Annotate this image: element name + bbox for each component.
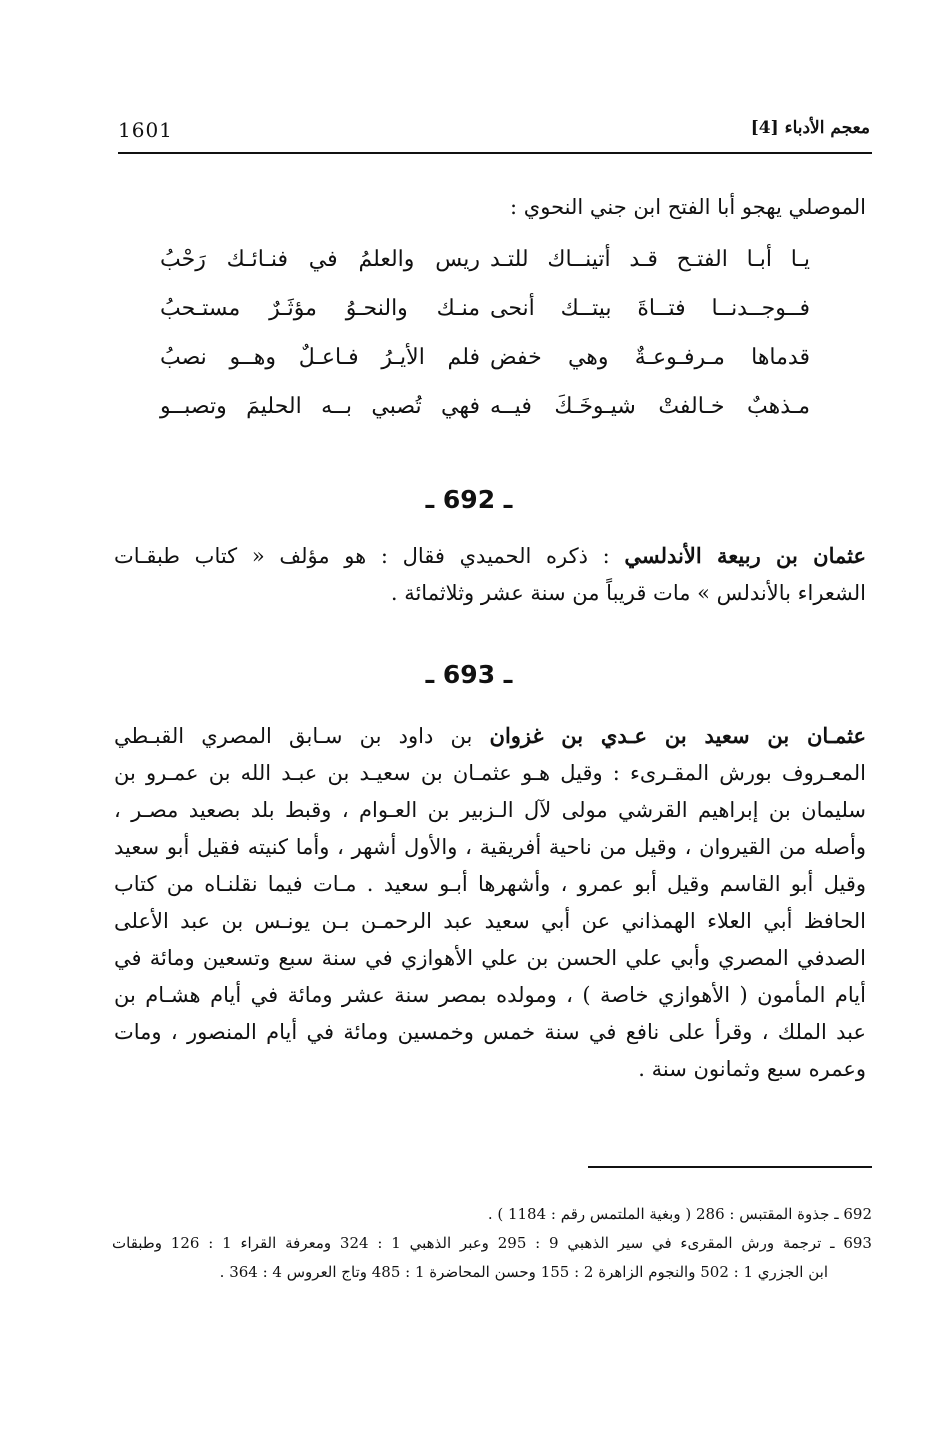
page-header: [118, 118, 870, 148]
footnote: 693 ـ ترجمة ورش المقرىء في سير الذهبي 9 : 295 وعبر الذهبي 1 : 324 ومعرفة القراء 1 : 126 وطبقات: [112, 1234, 872, 1252]
verse-second-hemistich: منـك والنحـوُ مؤثَـرٌ مستـحبُ: [160, 296, 480, 321]
entry-line: المعـروف بورش المقـرىء : وقيل هـو عثمـان بن سعيـد بن عبـد الله بن عمـرو بن: [114, 761, 866, 785]
verse-first-hemistich: يـا أبـا الفتـح قـد أتينــاك للتـد: [490, 247, 810, 272]
verse: [160, 394, 810, 443]
footnotes: [112, 1200, 872, 1287]
entry-line: الحافظ أبي العلاء الهمذاني عن أبي سعيد عبد الرحمـن بـن يونـس بن عبد الأعلى: [114, 909, 866, 933]
page-number: 1601: [118, 118, 173, 142]
footnote: 692 ـ جذوة المقتبس : 286 ( وبغية الملتمس رقم : 1184 ) .: [487, 1205, 872, 1223]
entry-693-text: [114, 717, 866, 1088]
verse: [160, 296, 810, 345]
footnote-rule: [588, 1166, 872, 1168]
poem-intro: الموصلي يهجو أبا الفتح ابن جني النحوي :: [510, 195, 866, 219]
entry-subject-name: عثمـان بن سعيد بن عـدي بن غزوان: [489, 723, 866, 748]
verse-second-hemistich: فهي تُصبي بــه الحليمَ وتصبــو: [160, 394, 480, 419]
verse-first-hemistich: مـذهبٌ خـالفتْ شيـوخَـكَ فيــه: [490, 394, 810, 419]
entry-line: الصدفي المصري وأبي علي الحسن بن علي الأهوازي في سنة سبع وتسعين ومائة في: [114, 946, 866, 970]
entry-line: أيام المأمون ( الأهوازي خاصة ) ، ومولده بمصر سنة عشر ومائة في أيام هشـام بن: [114, 983, 866, 1007]
entry-line: وقيل أبو القاسم وقيل أبو عمرو ، وأشهرها أبـو سعيد . مـات فيما نقلنـاه من كتاب: [114, 872, 866, 896]
verse-second-hemistich: فلم الأيـرُ فـاعـلٌ وهــو نصبُ: [160, 345, 480, 370]
entry-line: وأصله من القيروان ، وقيل من ناحية أفريقية ، والأول أشهر ، وأما كنيته فقيل أبو سعيد: [114, 835, 866, 859]
entry-line: الشعراء بالأندلس » مات قريباً من سنة عشر وثلاثمائة .: [390, 581, 866, 605]
entry-line: سليمان بن إبراهيم القرشي مولى لآل الـزبير بن العـوام ، وقبط بلد بصعيد مصـر ،: [114, 798, 866, 822]
verse: [160, 345, 810, 394]
entry-number-693: ـ 693 ـ: [425, 660, 513, 689]
entry-subject-name: عثمان بن ربيعة الأندلسي: [624, 543, 867, 568]
entry-line: وعمره سبع وثمانون سنة .: [638, 1057, 866, 1081]
entry-number-692: ـ 692 ـ: [425, 485, 513, 514]
entry-line: عثمان بن ربيعة الأندلسي : ذكره الحميدي فقال : هو مؤلف « كتاب طبقـات: [114, 543, 867, 568]
poem: [160, 247, 810, 443]
verse-second-hemistich: ريس والعلمُ في فنـائـك رَحْبُ: [160, 247, 480, 272]
verse: [160, 247, 810, 296]
entry-692-text: [114, 537, 866, 612]
verse-first-hemistich: فــوجــدنــا فتــاةَ بيتــك أنحى: [490, 296, 810, 321]
footnote-continuation: ابن الجزري 1 : 502 والنجوم الزاهرة 2 : 155 وحسن المحاضرة 1 : 485 وتاج العروس 4 : 364 .: [219, 1263, 828, 1281]
running-title: معجم الأدباء [4]: [750, 118, 870, 138]
entry-line: عبد الملك ، وقرأ على نافع في سنة خمس وخمسين ومائة في أيام المنصور ، ومات: [114, 1020, 866, 1044]
verse-first-hemistich: قدماها مـرفـوعـةٌ وهي خفض: [490, 345, 810, 370]
entry-line: عثمـان بن سعيد بن عـدي بن غزوان بن داود بن سـابق المصري القبـطي: [114, 723, 866, 748]
header-rule: [118, 152, 872, 154]
